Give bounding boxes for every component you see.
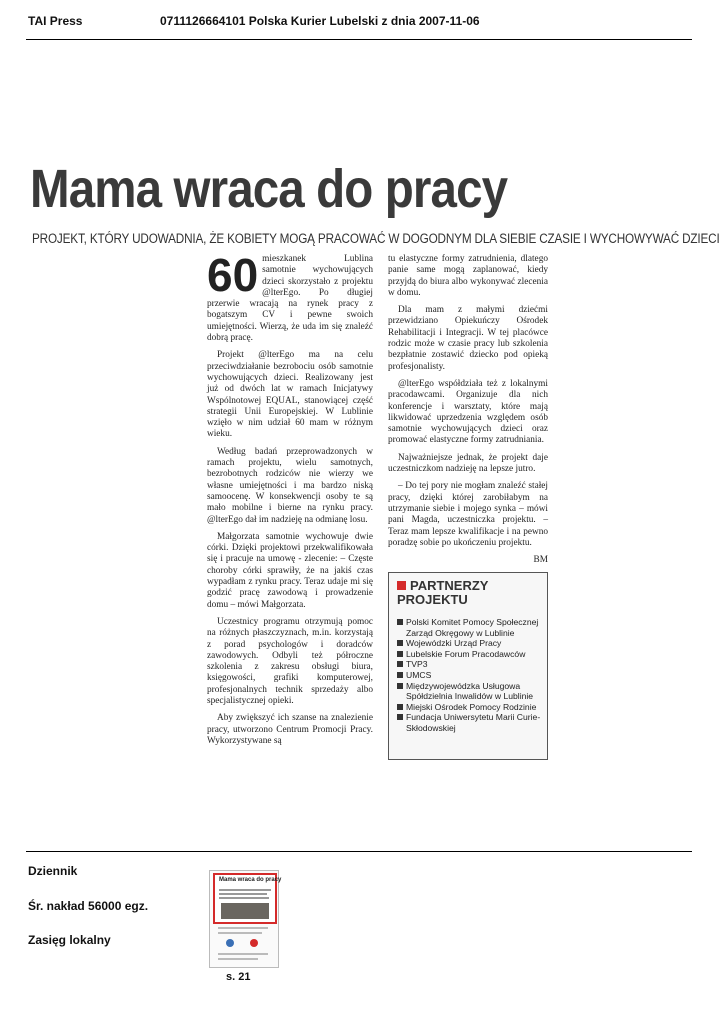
partners-list [397, 617, 543, 734]
bottom-divider [26, 851, 692, 852]
thumbnail-text-line [219, 897, 269, 899]
publication-id-line: 0711126664101 Polska Kurier Lubelski z dnia 2007-11-06 [160, 14, 480, 28]
partner-name: Wojewódzki Urząd Pracy [406, 638, 502, 649]
partner-name: TVP3 [406, 659, 428, 670]
paragraph: Małgorzata samotnie wychowuje dwie córki. Dzięki projektowi przekwalifikowała się i pracuje na umowę - zlecenie: – Częste choroby córki sprawiły, że na jakiś czas wypadłam z rynku pracy. Teraz udaje mi się godzić pracę zawodową i prowadzenie domu – mówi Małgorzata. [207, 531, 373, 610]
partners-box [388, 572, 548, 760]
author-signature: BM [533, 555, 548, 566]
paragraph: Uczestnicy programu otrzymują pomoc na różnych płaszczyznach, m.in. korzystają z porad psychologów i doradców zawodowych. Odbyli też półroczne szkolenia z zakresu obsługi biura, księgowości, grafiki komputerowej, profesjonalnych technik sprzedaży albo specjalistycznej opieki. [207, 616, 373, 706]
thumbnail-title: Mama wraca do pracy [219, 877, 282, 883]
red-square-icon [397, 581, 406, 590]
partners-title [397, 579, 488, 607]
page-thumbnail[interactable] [209, 870, 282, 968]
paragraph: – Do tej pory nie mogłam znaleźć stałej pracy, dzięki której zarobiłabym na utrzymanie siebie i mojego synka – mówi pani Magda, uczestniczka projektu. – Teraz mam lepsze kwalifikacje i na pewno poradzę sobie po ukończeniu projektu. [388, 481, 548, 548]
bullet-square-icon [397, 661, 403, 667]
paragraph: @lterEgo współdziała też z lokalnymi pracodawcami. Organizuje dla nich konferencje i warsztaty, które mają likwidować uprzedzenia względem osób samotnie wychowujących dzieci oraz promować elastyczne formy zatrudniania. [388, 378, 548, 446]
list-item [397, 702, 543, 713]
partner-name: Polski Komitet Pomocy Społecznej Zarząd Okręgowy w Lublinie [406, 617, 539, 638]
thumbnail-photo [221, 903, 269, 919]
circulation-label: Śr. nakład 56000 egz. [28, 899, 149, 913]
paragraph: Według badań przeprowadzonych w ramach projektu, wielu samotnych, bezrobotnych rodziców nie wierzy we własne umiejętności i ma bardzo niską samoocenę. W konsekwencji osoby te są mało mobilne i bierne na rynku pracy. @lterEgo dał im nadzieję na odmianę losu. [207, 446, 373, 525]
range-label: Zasięg lokalny [28, 933, 111, 947]
partner-name: UMCS [406, 669, 432, 680]
article-headline: Mama wraca do pracy [30, 159, 508, 219]
dropcap-number: 60 [207, 249, 259, 301]
thumbnail-text-line [218, 927, 268, 929]
bullet-square-icon [397, 704, 403, 710]
list-item [397, 649, 543, 660]
partner-name: Międzywojewódzka Usługowa Spółdzielnia Inwalidów w Lublinie [406, 680, 534, 702]
thumbnail-text-line [219, 889, 271, 891]
publication-type: Dziennik [28, 864, 78, 878]
paragraph: Projekt @lterEgo ma na celu przeciwdziałanie bezrobociu osób samotnie wychowujących dzieci. Realizowany jest już od dwóch lat w ramach Inicjatywy Wspólnotowej EQUAL, stanowiącej część strategii Unii Europejskiej. W Lublinie wzięło w nim udział 60 mam w różnym wieku. [207, 350, 373, 440]
top-divider [26, 39, 692, 40]
thumbnail-logo-icon [250, 939, 258, 947]
source-label: TAI Press [28, 14, 83, 28]
thumbnail-logo-icon [226, 939, 234, 947]
list-item [397, 617, 543, 638]
page-number: s. 21 [226, 971, 251, 983]
list-item [397, 659, 543, 670]
thumbnail-text-line [218, 932, 262, 934]
paragraph: Aby zwiększyć ich szanse na znalezienie pracy, utworzono Centrum Promocji Pracy. Wykorzystywane są [207, 713, 373, 746]
paragraph: Dla mam z małymi dziećmi przewidziano Opiekuńczy Ośrodek Rehabilitacji i Integracji. W tej placówce rodzic może w czasie pracy lub szkolenia bezpłatnie zostawić dziecko pod opieką profesjonalisty. [388, 305, 548, 372]
bullet-square-icon [397, 619, 403, 625]
paragraph: tu elastyczne formy zatrudnienia, dlatego panie same mogą zaplanować, kiedy przyjdą do biura albo wykonywać zlecenia w domu. [388, 254, 548, 298]
paragraph: Najważniejsze jednak, że projekt daje uczestniczkom nadzieję na lepsze jutro. [388, 452, 548, 475]
partner-name: Miejski Ośrodek Pomocy Rodzinie [406, 701, 537, 712]
partners-title-line1: PARTNERZY [410, 578, 489, 593]
bullet-square-icon [397, 672, 403, 678]
thumbnail-text-line [219, 893, 267, 895]
thumbnail-text-line [218, 958, 258, 960]
partner-name: Lubelskie Forum Pracodawców [406, 648, 526, 659]
article-subheadline: PROJEKT, KTÓRY UDOWADNIA, ŻE KOBIETY MOGĄ PRACOWAĆ W DOGODNYM DLA SIEBIE CZASIE I WYCHOWYWAĆ DZIECI [32, 231, 720, 246]
bullet-square-icon [397, 714, 403, 720]
paragraph: mieszkanek Lublina samotnie wychowujących dzieci skorzystało z projektu @lterEgo. Po długiej przerwie wracają na rynek pracy z bogatszym CV i pewne swoich umiejętności. Wierzą, że uda im się znaleźć dobrą pracę. [207, 254, 373, 344]
article-column-2 [388, 254, 548, 566]
list-item [397, 638, 543, 649]
partner-name: Fundacja Uniwersytetu Marii Curie-Skłodowskiej [406, 712, 541, 733]
list-item [397, 670, 543, 681]
bullet-square-icon [397, 640, 403, 646]
list-item [397, 712, 543, 733]
partners-title-line2: PROJEKTU [397, 592, 468, 607]
article-column-1 [207, 249, 373, 753]
bullet-square-icon [397, 651, 403, 657]
thumbnail-article-highlight [213, 873, 282, 924]
bullet-square-icon [397, 683, 403, 689]
list-item [397, 681, 543, 702]
thumbnail-text-line [218, 953, 268, 955]
